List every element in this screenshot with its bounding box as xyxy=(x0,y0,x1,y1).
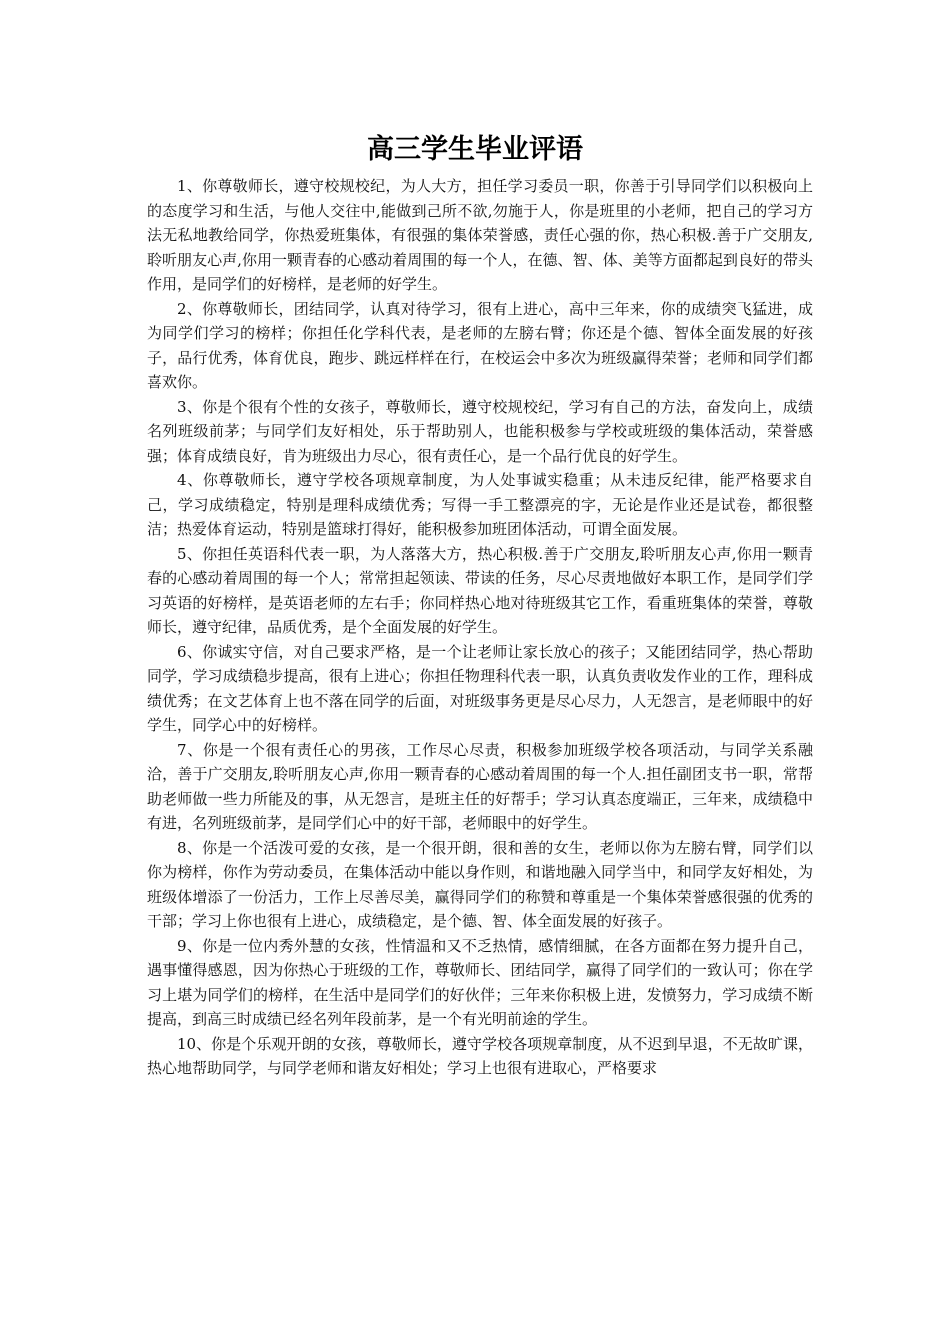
document-title: 高三学生毕业评语 xyxy=(367,134,583,165)
comment-paragraph-8: 8、你是一个活泼可爱的女孩，是一个很开朗，很和善的女生，老师以你为左膀右臂，同学们以你为榜样，你作为劳动委员，在集体活动中能以身作则，和谐地融入同学当中，和同学友好相处，为班级体增添了一份活力，工作上尽善尽美，赢得同学们的称赞和尊重是一个集体荣誉感很强的优秀的干部；学习上你也很有上进心，成绩稳定，是个德、智、体全面发展的好孩子。 xyxy=(147,838,813,930)
comment-paragraph-2: 2、你尊敬师长，团结同学，认真对待学习，很有上进心，高中三年来，你的成绩突飞猛进，成为同学们学习的榜样；你担任化学科代表，是老师的左膀右臂；你还是个德、智体全面发展的好孩子，品行优秀，体育优良，跑步、跳远样样在行，在校运会中多次为班级赢得荣誉；老师和同学们都喜欢你。 xyxy=(147,299,813,391)
comment-paragraph-7: 7、你是一个很有责任心的男孩，工作尽心尽责，积极参加班级学校各项活动，与同学关系融洽，善于广交朋友,聆听朋友心声,你用一颗青春的心感动着周围的每一个人.担任副团支书一职，常帮助老师做一些力所能及的事，从无怨言，是班主任的好帮手；学习认真态度端正，三年来，成绩稳中有进，名列班级前茅，是同学们心中的好干部，老师眼中的好学生。 xyxy=(147,740,813,832)
comment-paragraph-6: 6、你诚实守信，对自己要求严格，是一个让老师让家长放心的孩子；又能团结同学，热心帮助同学，学习成绩稳步提高，很有上进心；你担任物理科代表一职，认真负责收发作业的工作，理科成绩优秀；在文艺体育上也不落在同学的后面，对班级事务更是尽心尽力，人无怨言，是老师眼中的好学生，同学心中的好榜样。 xyxy=(147,642,813,734)
comment-paragraph-3: 3、你是个很有个性的女孩子，尊敬师长，遵守校规校纪，学习有自己的方法，奋发向上，成绩名列班级前茅；与同学们友好相处，乐于帮助别人，也能积极参与学校或班级的集体活动，荣誉感强；体育成绩良好，肯为班级出力尽心，很有责任心，是一个品行优良的好学生。 xyxy=(147,397,813,465)
comment-paragraph-10: 10、你是个乐观开朗的女孩，尊敬师长，遵守学校各项规章制度，从不迟到早退，不无故旷课，热心地帮助同学，与同学老师和谐友好相处；学习上也很有进取心，严格要求 xyxy=(147,1034,813,1077)
comment-paragraph-9: 9、你是一位内秀外慧的女孩，性情温和又不乏热情，感情细腻，在各方面都在努力提升自己，遇事懂得感恩，因为你热心于班级的工作，尊敬师长、团结同学，赢得了同学们的一致认可；你在学习上堪为同学们的榜样，在生活中是同学们的好伙伴；三年来你积极上进，发愤努力，学习成绩不断提高，到高三时成绩已经名列年段前茅，是一个有光明前途的学生。 xyxy=(147,936,813,1028)
comment-paragraph-1: 1、你尊敬师长，遵守校规校纪，为人大方，担任学习委员一职，你善于引导同学们以积极向上的态度学习和生活，与他人交往中,能做到己所不欲,勿施于人，你是班里的小老师，把自己的学习方法无私地教给同学，你热爱班集体，有很强的集体荣誉感，责任心强的你，热心积极.善于广交朋友,聆听朋友心声,你用一颗青春的心感动着周围的每一个人，在德、智、体、美等方面都起到良好的带头作用，是同学们的好榜样，是老师的好学生。 xyxy=(147,177,813,293)
comment-paragraph-4: 4、你尊敬师长，遵守学校各项规章制度，为人处事诚实稳重；从未违反纪律，能严格要求自己，学习成绩稳定，特别是理科成绩优秀；写得一手工整漂亮的字，无论是作业还是试卷，都很整洁；热爱体育运动，特别是篮球打得好，能积极参加班团体活动，可谓全面发展。 xyxy=(147,471,813,538)
document-body xyxy=(147,174,813,1081)
comment-paragraph-5: 5、你担任英语科代表一职，为人落落大方，热心积极.善于广交朋友,聆听朋友心声,你用一颗青春的心感动着周围的每一个人；常常担起领读、带读的任务，尽心尽责地做好本职工作，是同学们学习英语的好榜样，是英语老师的左右手；你同样热心地对待班级其它工作，看重班集体的荣誉，尊敬师长，遵守纪律，品质优秀，是个全面发展的好学生。 xyxy=(147,544,813,636)
